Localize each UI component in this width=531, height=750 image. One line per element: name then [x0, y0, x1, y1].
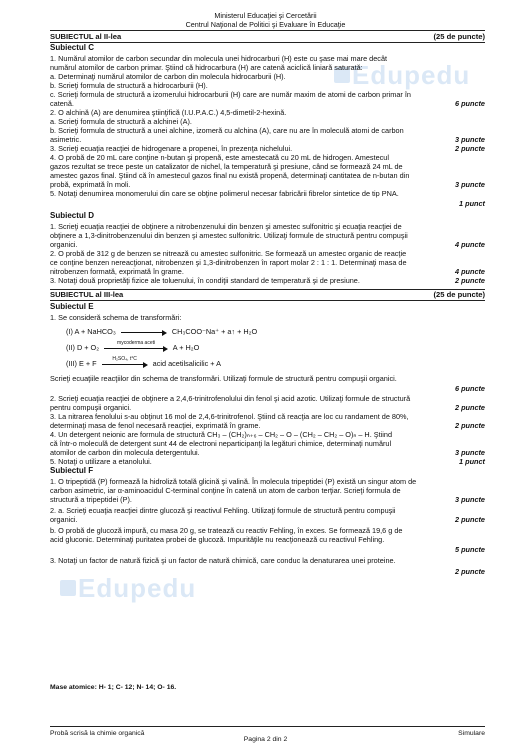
text-line: acid gluconic. Determinaţi puritatea probei de glucoză. Impurităţile nu reacţionează cu reactivul Fehling.: [50, 535, 385, 544]
text-line: determinaţi masa de fenol necesară reacţiei, exprimată în grame.: [50, 421, 261, 430]
text-line: 4. Un detergent neionic are formula de structură CH₃ – (CH₂)ₙ₊₆ – CH₂ – O – (CH₂ – CH₂ – O)ₙ – H. Ştiind: [50, 430, 393, 439]
text-line: structură a tripeptidei (P).: [50, 495, 132, 504]
text-line: 4. O probă de 20 mL care conţine n-butan şi propenă, este amestecată cu 20 mL de hidrogen. Amestecul: [50, 153, 389, 162]
text-line: 1. O tripeptidă (P) formează la hidroliză totală glicină şi valină. În molecula tripeptidei (P) există un singur atom de: [50, 477, 417, 486]
section-2-heading: [50, 32, 485, 42]
text-line: 5. Notaţi o utilizare a etanolului.: [50, 457, 152, 466]
text-line: ce conţine benzen nereacţionat, nitrobenzen şi 1,3-dinitrobenzen în raport molar 2 : 1 : 1. Determinaţi masa de: [50, 258, 407, 267]
text-line: b. Scrieţi formula de structură a hidrocarburii (H).: [50, 81, 208, 90]
reaction-3: [66, 356, 222, 368]
section-rule: [50, 300, 485, 301]
points-label: 3 puncte: [454, 448, 485, 457]
points-label: 2 puncte: [454, 567, 485, 576]
points-label: 3 puncte: [454, 495, 485, 504]
reaction-3-left: (III) E + F: [66, 359, 97, 368]
watermark: Edupedu: [352, 60, 471, 90]
text-line: 3. La nitrarea fenolului s-au obţinut 16 mol de 2,4,6-trinitrofenol. Ştiind că reacţia are loc cu randament de 80%,: [50, 412, 409, 421]
footer-right: Simulare: [458, 730, 485, 737]
text-line: 3. Notaţi două proprietăţi fizice ale toluenului, în condiţii standard de temperatură şi de presiune.: [50, 276, 360, 285]
subject-e-title: Subiectul E: [50, 302, 94, 311]
text-line: obţinere a 1,3-dinitrobenzenului din benzen şi amestec sulfonitric. Utilizaţi formule de structură pentru compuşii: [50, 231, 408, 240]
points-label: 3 puncte: [454, 135, 485, 144]
footer-page: Pagina 2 din 2: [243, 736, 288, 743]
header-ministry: Ministerul Educaţiei şi Cercetării: [214, 11, 317, 20]
points-label: 2 puncte: [454, 276, 485, 285]
reaction-arrow-icon: [104, 340, 168, 352]
text-line: pentru compuşii organici.: [50, 403, 132, 412]
watermark: Edupedu: [78, 573, 197, 603]
points-label: 1 punct: [459, 457, 485, 466]
footer-rule: [50, 726, 485, 727]
text-line: atomilor de carbon din molecula detergentului.: [50, 448, 200, 457]
atomic-masses: [50, 684, 176, 691]
points-label: 6 puncte: [454, 99, 485, 108]
points-label: 2 puncte: [454, 403, 485, 412]
reaction-2-condition: mycoderma aceti: [117, 340, 156, 347]
reaction-3-right: acid acetilsalicilic + A: [152, 359, 222, 368]
reaction-1-left: (I) A + NaHCO₃: [66, 327, 116, 336]
points-label: 2 puncte: [454, 421, 485, 430]
section-2-points: (25 de puncte): [433, 32, 485, 41]
section-2-title: SUBIECTUL al II-lea: [50, 32, 122, 41]
text-line: amestec gazos final. Ştiind că în amestecul gazos final nu există propenă, determinaţi cantitatea de n-butan din: [50, 171, 410, 180]
reaction-arrow-icon: [102, 356, 148, 368]
text-line: că într-o moleculă de detergent sunt 44 de electroni neparticipanţi la legături chimice, determinaţi numărul: [50, 439, 392, 448]
text-line: b. O probă de glucoză impură, cu masa 20 g, se tratează cu reactiv Fehling, în exces. Se formează 19,6 g de: [50, 526, 403, 535]
text-line: gazos rezultat se trece peste un catalizator de nichel, la temperatură şi presiune, când se formează 24 mL de: [50, 162, 403, 171]
header-rule: [50, 30, 485, 31]
reaction-3-condition: H₂SO₄, t°C: [112, 356, 137, 363]
points-label: 2 puncte: [454, 144, 485, 153]
reaction-2-right: A + H₂O: [172, 343, 200, 352]
subject-d-title: Subiectul D: [50, 211, 95, 220]
subject-f-title: Subiectul F: [50, 466, 94, 475]
text-line: probă, exprimată în moli.: [50, 180, 131, 189]
text-line: 2. a. Scrieţi ecuaţia reacţiei dintre glucoză şi reactivul Fehling. Utilizaţi formule de structură pentru compuşii: [50, 506, 396, 515]
points-label: 3 puncte: [454, 180, 485, 189]
section-3-heading: [50, 290, 485, 300]
text-line: numărul atomilor de carbon primar. Ştiind că hidrocarbura (H) are catenă aciclică liniară saturată:: [50, 63, 363, 72]
points-label: 4 puncte: [454, 267, 485, 276]
reaction-1: [66, 327, 257, 336]
text-line: 1. Scrieţi ecuaţia reacţiei de obţinere a nitrobenzenului din benzen şi amestec sulfonitric şi ecuaţia reacţiei de: [50, 222, 402, 231]
text-line: Scrieţi ecuaţiile reacţiilor din schema de transformări. Utilizaţi formule de structură pentru compuşii organici.: [50, 374, 397, 383]
text-line: a. Determinaţi numărul atomilor de carbon din molecula hidrocarburii (H).: [50, 72, 286, 81]
section-rule: [50, 42, 485, 43]
text-line: 5. Notaţi denumirea monomerului din care se obţine polimerul necesar fabricării fibrelor sintetice de tip PNA.: [50, 189, 399, 198]
text-line: carbon asimetric, iar α-aminoacidul C-terminal conţine în catenă un atom de carbon terţiar. Scrieţi formula de: [50, 486, 401, 495]
text-line: organici.: [50, 240, 78, 249]
points-label: 6 puncte: [454, 384, 485, 393]
text-line: b. Scrieţi formula de structură a unei alchine, izomeră cu alchina (A), care nu are în moleculă atomi de carbon: [50, 126, 404, 135]
text-line: 1. Se consideră schema de transformări:: [50, 313, 182, 322]
text-line: 2. Scrieţi ecuaţia reacţiei de obţinere a 2,4,6-trinitrofenolului din fenol şi acid azotic. Utilizaţi formule de structură: [50, 394, 411, 403]
text-line: organici.: [50, 515, 78, 524]
text-line: a. Scrieţi formula de structură a alchinei (A).: [50, 117, 192, 126]
text-line: 1. Numărul atomilor de carbon secundar din molecula unei hidrocarburi (H) este cu şase mai mare decât: [50, 54, 388, 63]
reaction-2-left: (II) D + O₂: [66, 343, 100, 352]
footer-left: Probă scrisă la chimie organică: [50, 730, 145, 737]
text-line: 3. Scrieţi ecuaţia reacţiei de hidrogenare a propenei, în prezenţa nichelului.: [50, 144, 293, 153]
watermark-logo-icon: [60, 580, 76, 596]
section-3-points: (25 de puncte): [433, 290, 485, 299]
points-label: 5 puncte: [454, 545, 485, 554]
atomic-masses-text: Mase atomice: H- 1; C- 12; N- 14; O- 16.: [50, 684, 177, 691]
reaction-1-right: CH₃COO⁻Na⁺ + a↑ + H₂O: [171, 327, 258, 336]
reaction-2: [66, 340, 200, 352]
text-line: nitrobenzen formată, exprimată în grame.: [50, 267, 184, 276]
text-line: 2. O alchină (A) are denumirea ştiinţifică (I.U.P.A.C.) 4,5-dimetil-2-hexină.: [50, 108, 287, 117]
text-line: catenă.: [50, 99, 74, 108]
text-line: 3. Notaţi un factor de natură fizică şi un factor de natură chimică, care conduc la denaturarea unei proteine.: [50, 556, 396, 565]
points-label: 1 punct: [459, 199, 485, 208]
section-3-title: SUBIECTUL al III-lea: [50, 290, 124, 299]
text-line: c. Scrieţi formula de structură a izomerului hidrocarburii (H) care are număr maxim de atomi de carbon primar în: [50, 90, 411, 99]
header-center: Centrul Naţional de Politici şi Evaluare în Educaţie: [185, 20, 346, 29]
points-label: 4 puncte: [454, 240, 485, 249]
points-label: 2 puncte: [454, 515, 485, 524]
subject-c-title: Subiectul C: [50, 43, 95, 52]
reaction-arrow-icon: [121, 328, 167, 336]
text-line: asimetric.: [50, 135, 82, 144]
text-line: 2. O probă de 312 g de benzen se nitrează cu amestec sulfonitric. Se formează un amestec organic de reacţie: [50, 249, 407, 258]
